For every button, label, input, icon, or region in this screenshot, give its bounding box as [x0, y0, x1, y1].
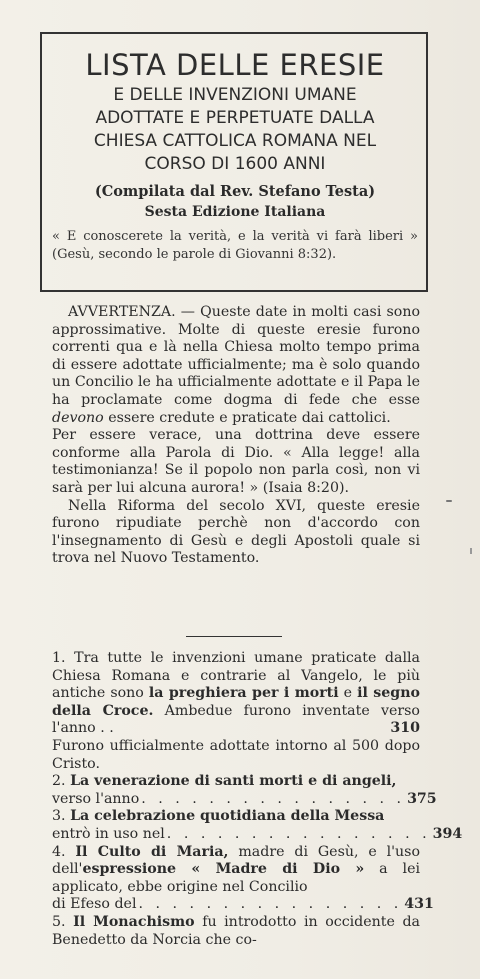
scripture-paragraph: Per essere verace, una dottrina deve essere conforme alla Parola di Dio. « Alla legge! alla testimonianza! Se il popolo non parla così, non vi sarà per lui alcuna aurora! » (Isaia 8:20).	[52, 427, 420, 496]
edition-label: Sesta Edizione Italiana	[144, 204, 326, 220]
warning-paragraph: AVVERTENZA. — Queste date in molti casi sono approssimative. Molte di queste eresie furono correnti qua e là nella Chiesa molto tempo prima di essere adottate ufficialmente; ma è solo quando un Concilio le ha ufficialmente adottate e il Papa le ha proclamate come dogma di fede che esse devono essere credute e praticate dai cattolici.	[52, 304, 420, 426]
list-item: 5. Il Monachismo fu introdotto in occidente da Benedetto da Norcia che co-	[52, 913, 420, 948]
section-divider	[186, 636, 282, 637]
list-item: 2. La venerazione di santi morti e di angeli, verso l'anno . . . . . . . . . . . . . . . . 375	[52, 773, 437, 807]
subtitle-line-4: CORSO DI 1600 ANNI	[144, 154, 326, 174]
list-item-year: 310	[390, 720, 420, 737]
subtitle-line-3: CHIESA CATTOLICA ROMANA NEL	[93, 131, 377, 151]
intro-section	[52, 304, 420, 568]
paper-speck	[446, 500, 452, 502]
emphasis-devono: devono	[52, 409, 104, 426]
subtitle-line-2: ADOTTATE E PERPETUATE DALLA	[95, 108, 375, 128]
list-item-year: 375	[407, 790, 437, 807]
list-item-year: 431	[404, 896, 434, 913]
list-item: 1. Tra tutte le invenzioni umane praticate dalla Chiesa Romana e contrarie al Vangelo, le più antiche sono la preghiera per i morti e il segno della Croce. Ambedue furono inventate verso l'anno . . 310 Furono ufficialmente adottate intorno al 500 dopo Cristo.	[52, 650, 420, 772]
list-item-year: 394	[432, 825, 463, 842]
list-item: 4. Il Culto di Maria, madre di Gesù, e l'uso dell'espressione « Madre di Dio » a lei applicato, ebbe origine nel Concilio di Efeso del . . . . . . . . . . . . . . . . 431	[52, 843, 434, 913]
epigraph-quote: « E conoscerete la verità, e la verità vi farà liberi » (Gesù, secondo le parole di Giovanni 8:32).	[52, 229, 418, 262]
compiler-credit: (Compilata dal Rev. Stefano Testa)	[94, 183, 376, 200]
title-box	[40, 32, 428, 292]
page-title: LISTA DELLE ERESIE	[85, 48, 385, 82]
reformation-paragraph: Nella Riforma del secolo XVI, queste eresie furono ripudiate perchè non d'accordo con l'insegnamento di Gesù e degli Apostoli quale si trova nel Nuovo Testamento.	[52, 497, 420, 567]
list-item: 3. La celebrazione quotidiana della Messa entrò in uso nel . . . . . . . . . . . . . . . . 394	[52, 808, 463, 842]
paper-speck	[470, 548, 472, 554]
heresy-list	[52, 650, 463, 949]
subtitle-line-1: E DELLE INVENZIONI UMANE	[113, 85, 357, 105]
